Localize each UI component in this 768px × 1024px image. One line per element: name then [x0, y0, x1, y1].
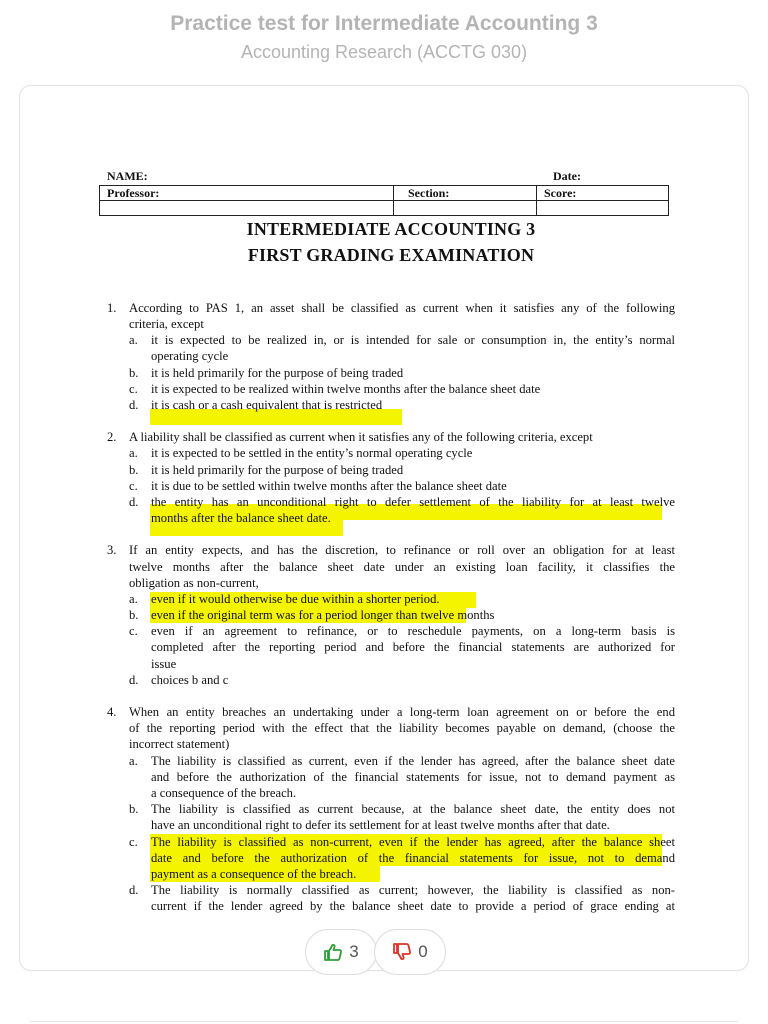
- choice-text: it is expected to be realized within twelve months after the balance sheet date: [151, 382, 541, 396]
- choice-text: even if it would otherwise be due within a shorter period.: [151, 592, 440, 606]
- downvote-button[interactable]: [374, 929, 446, 975]
- choice-text: The liability is classified as non-current, even if the lender has agreed, after the balance sheet: [151, 835, 675, 849]
- date-label: Date:: [553, 169, 581, 183]
- question-number: 2.: [107, 430, 117, 444]
- choice-letter: b.: [129, 463, 139, 477]
- exam-title-line1: INTERMEDIATE ACCOUNTING 3: [246, 219, 536, 239]
- question-stem: A liability shall be classified as current when it satisfies any of the following criteria, except: [129, 430, 593, 444]
- choice-letter: a.: [129, 754, 138, 768]
- choice-text: operating cycle: [151, 349, 229, 363]
- choice-letter: c.: [129, 382, 138, 396]
- question-number: 3.: [107, 543, 117, 557]
- choice-text: The liability is classified as current because, at the balance sheet date, the entity does not: [151, 802, 675, 816]
- choice-text: it is held primarily for the purpose of being traded: [151, 366, 404, 380]
- header-table: [99, 185, 669, 216]
- choice-text: even if the original term was for a period longer than twelve months: [151, 608, 495, 622]
- choice-text: even if an agreement to refinance, or to reschedule payments, on a long-term basis is: [151, 624, 675, 638]
- choice-text: it is held primarily for the purpose of being traded: [151, 463, 404, 477]
- choice-text: have an unconditional right to defer its settlement for at least twelve months after that date.: [151, 818, 610, 832]
- question-number: 1.: [107, 301, 117, 315]
- page-subtitle: Accounting Research (ACCTG 030): [240, 42, 528, 62]
- divider: [30, 1021, 738, 1022]
- upvote-count: 3: [349, 942, 359, 961]
- choice-text: the entity has an unconditional right to defer settlement of the liability for at least twelve: [151, 495, 675, 509]
- choice-text: payment as a consequence of the breach.: [151, 867, 357, 881]
- choice-text: and before the authorization of the financial statements for issue, not to demand payment as: [151, 770, 675, 784]
- question-number: 4.: [107, 705, 117, 719]
- professor-field: [100, 201, 394, 216]
- choice-text: completed after the reporting period and before the financial statements are authorized for: [151, 640, 675, 654]
- choice-text: months after the balance sheet date.: [151, 511, 331, 525]
- choice-text: issue: [151, 657, 177, 671]
- question-stem: When an entity breaches an undertaking under a long-term loan agreement on or before the end: [129, 705, 675, 719]
- downvote-count: 0: [418, 942, 428, 961]
- score-label: Score:: [537, 186, 669, 201]
- professor-label: Professor:: [100, 186, 394, 201]
- choice-text: a consequence of the breach.: [151, 786, 297, 800]
- exam-title-line2: FIRST GRADING EXAMINATION: [247, 245, 535, 265]
- question-stem: obligation as non-current,: [129, 576, 259, 590]
- choice-letter: b.: [129, 802, 139, 816]
- thumbs-down-icon: [392, 943, 412, 961]
- score-field: [537, 201, 669, 216]
- choice-letter: a.: [129, 446, 138, 460]
- choice-letter: a.: [129, 333, 138, 347]
- upvote-button[interactable]: [305, 929, 377, 975]
- choice-letter: d.: [129, 398, 139, 412]
- choice-text: date and before the authorization of the financial statements for issue, not to demand: [151, 851, 675, 865]
- choice-text: choices b and c: [151, 673, 229, 687]
- question-stem: twelve months after the balance sheet date under an existing loan facility, it classifies the: [129, 560, 675, 574]
- choice-letter: a.: [129, 592, 138, 606]
- page-title: Practice test for Intermediate Accounting 3: [170, 12, 598, 35]
- section-label: Section:: [394, 186, 537, 201]
- choice-text: it is expected to be realized in, or is intended for sale or consumption in, the entity’s normal: [151, 333, 675, 347]
- section-field: [394, 201, 537, 216]
- choice-text: The liability is normally classified as current; however, the liability is classified as non-: [151, 883, 675, 897]
- thumbs-up-icon: [323, 943, 343, 961]
- choice-letter: d.: [129, 495, 139, 509]
- question-stem: criteria, except: [129, 317, 204, 331]
- choice-letter: b.: [129, 608, 139, 622]
- choice-letter: c.: [129, 835, 138, 849]
- choice-letter: c.: [129, 479, 138, 493]
- question-stem: If an entity expects, and has the discretion, to refinance or roll over an obligation for at least: [129, 543, 675, 557]
- choice-text: it is due to be settled within twelve months after the balance sheet date: [151, 479, 507, 493]
- choice-letter: b.: [129, 366, 139, 380]
- question-stem: According to PAS 1, an asset shall be classified as current when it satisfies any of the following: [129, 301, 675, 315]
- name-label: NAME:: [107, 169, 148, 183]
- choice-text: The liability is classified as current, even if the lender has agreed, after the balance sheet date: [151, 754, 675, 768]
- choice-text: it is expected to be settled in the entity’s normal operating cycle: [151, 446, 473, 460]
- question-stem: incorrect statement): [129, 737, 230, 751]
- choice-letter: d.: [129, 673, 139, 687]
- question-stem: of the reporting period with the effect that the liability becomes payable on demand, (choose the: [129, 721, 675, 735]
- choice-text: current if the lender agreed by the balance sheet date to provide a period of grace ending at: [151, 899, 675, 913]
- choice-letter: d.: [129, 883, 139, 897]
- choice-letter: c.: [129, 624, 138, 638]
- choice-text: it is cash or a cash equivalent that is restricted: [151, 398, 383, 412]
